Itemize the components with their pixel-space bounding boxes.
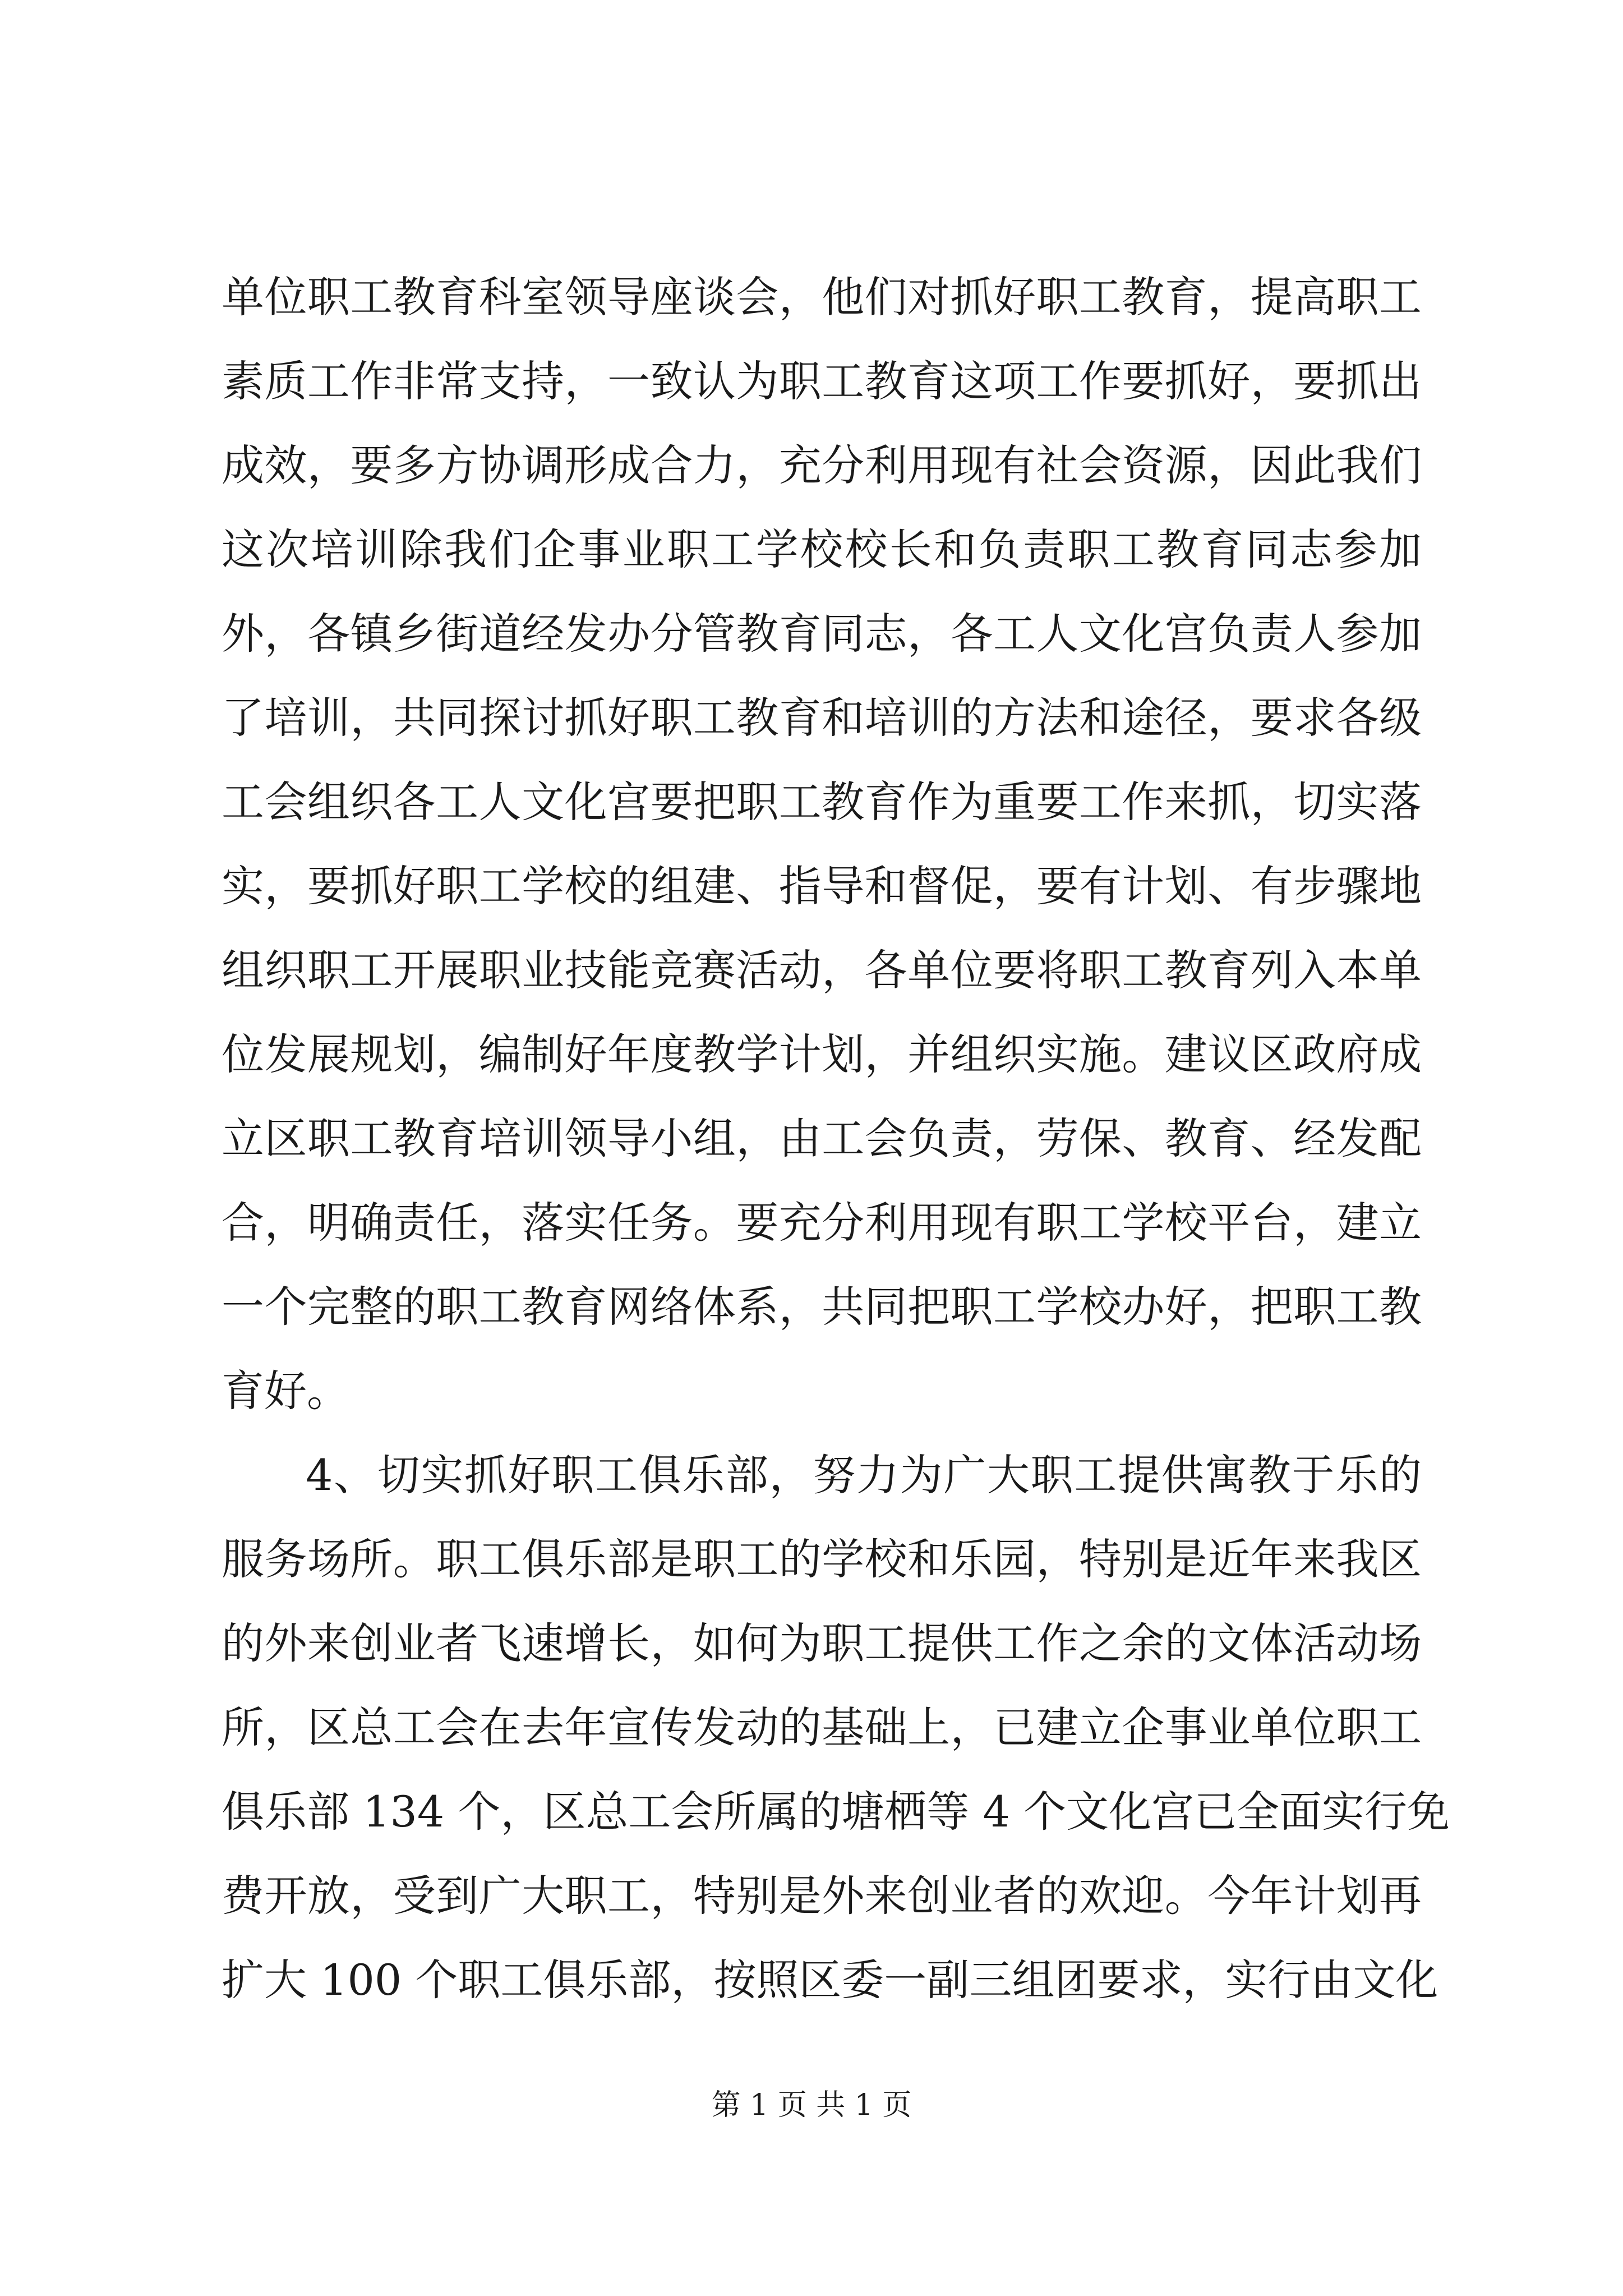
text-line: 费开放，受到广大职工，特别是外来创业者的欢迎。今年计划再 (222, 1871, 1422, 1921)
page-number-label: 第 1 页 共 1 页 (711, 2088, 912, 2122)
text-line: 合，明确责任，落实任务。要充分利用现有职工学校平台，建立 (222, 1198, 1422, 1248)
text-line: 工会组织各工人文化宫要把职工教育作为重要工作来抓，切实落 (222, 777, 1422, 827)
text-line: 育好。 (222, 1366, 349, 1416)
page-footer (0, 2086, 1623, 2125)
text-line: 组织职工开展职业技能竞赛活动，各单位要将职工教育列入本单 (222, 945, 1422, 995)
text-line: 扩大 100 个职工俱乐部，按照区委一副三组团要求，实行由文化 (222, 1955, 1438, 2005)
text-line: 素质工作非常支持，一致认为职工教育这项工作要抓好，要抓出 (222, 356, 1422, 406)
text-line: 成效，要多方协调形成合力，充分利用现有社会资源，因此我们 (222, 440, 1422, 490)
text-line: 了培训，共同探讨抓好职工教育和培训的方法和途径，要求各级 (222, 693, 1422, 743)
paragraph-start-line: 4、切实抓好职工俱乐部，努力为广大职工提供寓教于乐的 (306, 1450, 1422, 1500)
text-line: 实，要抓好职工学校的组建、指导和督促，要有计划、有步骤地 (222, 861, 1422, 911)
text-line: 单位职工教育科室领导座谈会，他们对抓好职工教育，提高职工 (222, 272, 1422, 322)
text-line: 立区职工教育培训领导小组，由工会负责，劳保、教育、经发配 (222, 1114, 1422, 1163)
text-line: 外，各镇乡街道经发办分管教育同志，各工人文化宫负责人参加 (222, 609, 1422, 659)
text-line: 位发展规划，编制好年度教学计划，并组织实施。建议区政府成 (222, 1029, 1422, 1079)
text-line: 俱乐部 134 个，区总工会所属的塘栖等 4 个文化宫已全面实行免 (222, 1787, 1450, 1837)
body-text (222, 255, 1450, 2022)
text-line: 一个完整的职工教育网络体系，共同把职工学校办好，把职工教 (222, 1282, 1422, 1332)
text-line: 所，区总工会在去年宣传发动的基础上，已建立企事业单位职工 (222, 1703, 1422, 1752)
text-line: 服务场所。职工俱乐部是职工的学校和乐园，特别是近年来我区 (222, 1534, 1422, 1584)
text-line: 这次培训除我们企事业职工学校校长和负责职工教育同志参加 (222, 524, 1422, 574)
text-line: 的外来创业者飞速增长，如何为职工提供工作之余的文体活动场 (222, 1618, 1422, 1668)
